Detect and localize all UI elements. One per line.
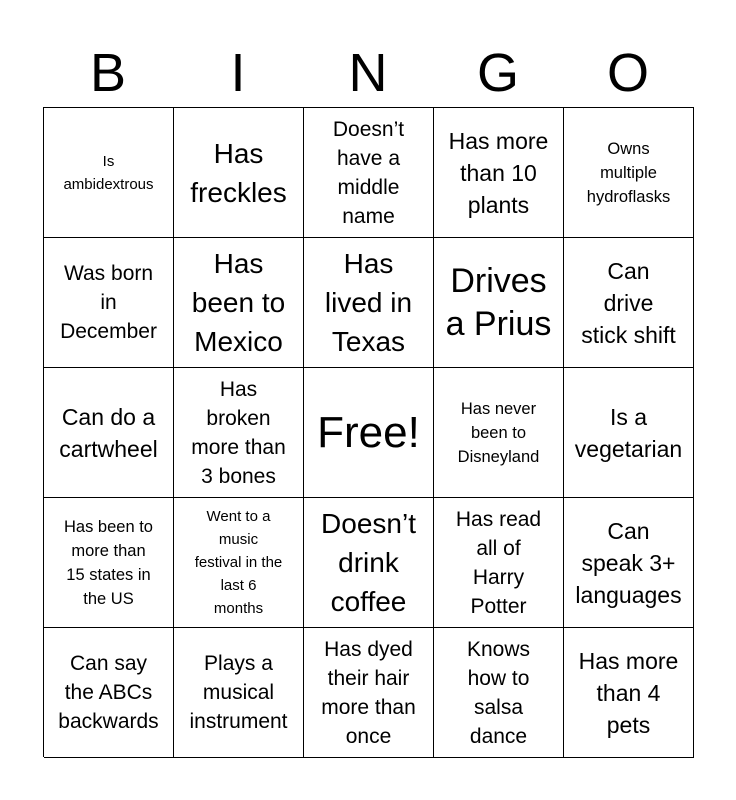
bingo-cell[interactable] bbox=[434, 108, 564, 238]
cell-text: Has more than 10 plants bbox=[448, 127, 549, 218]
cell-text: Can say the ABCs backwards bbox=[58, 652, 159, 733]
bingo-cell[interactable] bbox=[44, 108, 174, 238]
cell-text: Has more than 4 pets bbox=[578, 647, 679, 738]
cell-text: Drives a Prius bbox=[445, 261, 552, 343]
cell-text: Has dyed their hair more than once bbox=[321, 637, 416, 748]
header-letter-i: I bbox=[230, 43, 246, 103]
cell-text: Can speak 3+ languages bbox=[575, 517, 682, 608]
bingo-cell[interactable] bbox=[434, 368, 564, 498]
header-letter-o: O bbox=[606, 43, 649, 103]
bingo-header bbox=[43, 40, 693, 106]
bingo-cell[interactable] bbox=[434, 628, 564, 758]
free-space-text: Free! bbox=[317, 407, 420, 457]
cell-text: Knows how to salsa dance bbox=[466, 637, 531, 748]
bingo-cell[interactable] bbox=[434, 238, 564, 368]
bingo-cell[interactable] bbox=[44, 238, 174, 368]
bingo-cell[interactable] bbox=[44, 628, 174, 758]
cell-text: Went to a music festival in the last 6 months bbox=[194, 508, 283, 617]
bingo-cell[interactable] bbox=[564, 628, 694, 758]
cell-text: Is ambidextrous bbox=[63, 152, 154, 193]
cell-text: Has been to more than 15 states in the US bbox=[64, 517, 153, 608]
bingo-cell[interactable] bbox=[564, 108, 694, 238]
bingo-cell[interactable] bbox=[174, 628, 304, 758]
cell-text: Was born in December bbox=[60, 262, 157, 343]
bingo-cell[interactable] bbox=[44, 368, 174, 498]
cell-text: Owns multiple hydroflasks bbox=[586, 139, 671, 206]
cell-text: Can do a cartwheel bbox=[59, 403, 158, 462]
cell-text: Has lived in Texas bbox=[324, 248, 413, 357]
bingo-cell[interactable] bbox=[174, 108, 304, 238]
header-letter-b: B bbox=[89, 43, 127, 103]
cell-text: Doesn’t have a middle name bbox=[332, 117, 405, 228]
free-space-cell[interactable] bbox=[304, 368, 434, 498]
bingo-cell[interactable] bbox=[174, 238, 304, 368]
bingo-cell[interactable] bbox=[304, 108, 434, 238]
cell-text: Is a vegetarian bbox=[574, 403, 683, 462]
cell-text: Has been to Mexico bbox=[191, 248, 286, 357]
bingo-cell[interactable] bbox=[174, 368, 304, 498]
bingo-cell[interactable] bbox=[564, 238, 694, 368]
bingo-cell[interactable] bbox=[304, 628, 434, 758]
header-letter-n: N bbox=[348, 43, 388, 103]
bingo-cell[interactable] bbox=[304, 498, 434, 628]
bingo-cell[interactable] bbox=[564, 368, 694, 498]
cell-text: Doesn’t drink coffee bbox=[321, 508, 416, 617]
bingo-cell[interactable] bbox=[564, 498, 694, 628]
bingo-cell[interactable] bbox=[434, 498, 564, 628]
bingo-cell[interactable] bbox=[174, 498, 304, 628]
cell-text: Has freckles bbox=[190, 137, 287, 208]
bingo-cell[interactable] bbox=[44, 498, 174, 628]
cell-text: Plays a musical instrument bbox=[189, 652, 288, 733]
cell-text: Has broken more than 3 bones bbox=[191, 377, 286, 488]
cell-text: Has never been to Disneyland bbox=[457, 399, 540, 466]
header-letter-g: G bbox=[476, 43, 519, 103]
cell-text: Has read all of Harry Potter bbox=[455, 507, 542, 618]
bingo-cell[interactable] bbox=[304, 238, 434, 368]
bingo-grid bbox=[43, 107, 694, 757]
cell-text: Can drive stick shift bbox=[581, 257, 676, 348]
